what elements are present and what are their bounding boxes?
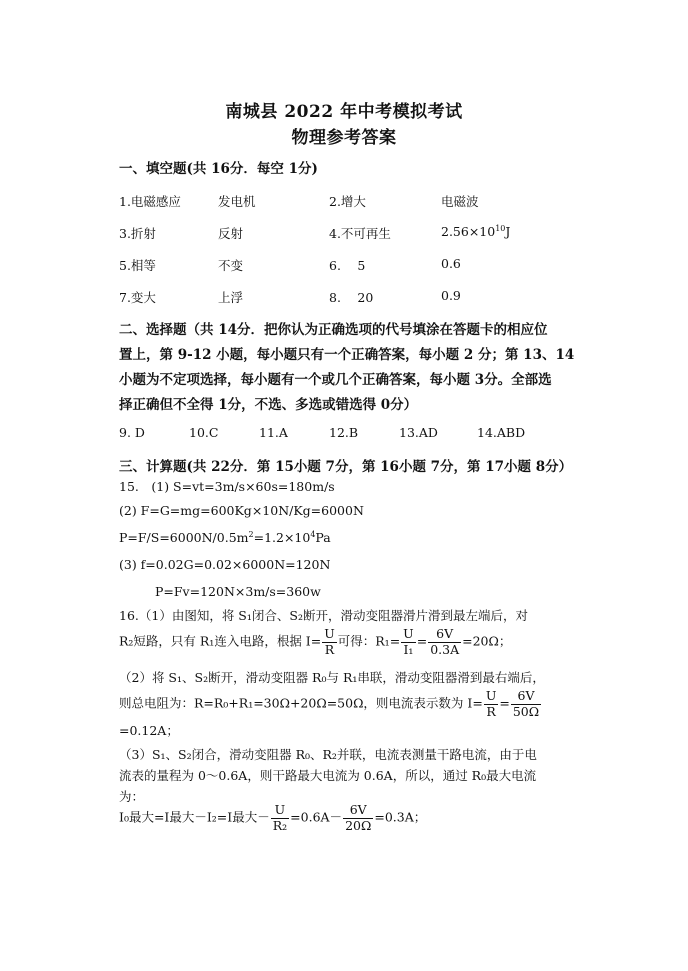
fraction-6v-over-50ohm: $\frac{6V}{50\Omega}$	[512, 688, 540, 719]
section3-heading: 三、计算题(共 22分．第 15小题 7分，第 16小题 7分，第 17小题 8分）	[119, 459, 573, 475]
q16-p3-line2: 流表的量程为 0～0.6A，则干路最大电流为 0.6A，所以，通过 R₀最大电流	[119, 768, 537, 783]
answer-14: 14.ABD	[477, 425, 526, 440]
s1-r4-c3: 8. 20	[329, 290, 374, 305]
answer-11: 11.A	[259, 425, 288, 440]
s1-r4-c2: 上浮	[218, 290, 244, 305]
q15-line3: $P=F/S=6000N/0.5m^2=1.2\times 10^4Pa$	[119, 529, 331, 545]
s1-r3-c1: 5.相等	[119, 258, 156, 273]
s1-r3-c2: 不变	[218, 258, 244, 273]
fraction-u-over-r2: $\frac{U}{\text{R₂}}$	[272, 802, 288, 833]
fraction-u-over-r: $\frac{U}{R}$	[324, 626, 335, 657]
q15-line5: P=Fv=120N×3m/s=360w	[155, 584, 321, 599]
section1-heading: 一、填空题(共 16分．每空 1分)	[119, 161, 318, 177]
fraction-6v-over-20ohm: $\frac{6V}{20\Omega}$	[345, 802, 372, 833]
answer-9: 9. D	[119, 425, 145, 440]
s1-r2-c1: 3.折射	[119, 226, 156, 241]
q16-p2-line3: =0.12A；	[119, 723, 179, 738]
q15-line2: (2) F=G=mg=600Kg×10N/Kg=6000N	[119, 503, 364, 518]
q16-p1-line1: 16.（1）由图知，将 S₁闭合、S₂断开，滑动变阻器滑片滑到最左端后，对	[119, 608, 528, 623]
s1-r2-c4: $2.56\times 10^{10}J$	[441, 223, 511, 239]
section2-heading-line3: 小题为不定项选择，每小题有一个或几个正确答案，每小题 3分。全部选	[119, 372, 552, 388]
s1-r4-c4: 0.9	[441, 288, 461, 303]
s1-r1-c1: 1.电磁感应	[119, 194, 181, 209]
section2-heading-line4: 择正确但不全得 1分，不选、多选或错选得 0分）	[119, 397, 418, 413]
q16-p3-line1: （3）S₁、S₂闭合，滑动变阻器 R₀、R₂并联，电流表测量干路电流，由于电	[119, 747, 537, 762]
answer-10: 10.C	[189, 425, 219, 440]
q16-p3-line4: I₀最大=I最大－I₂=I最大－ $\frac{U}{\text{R₂}}$ =0.6A－ $\frac{6V}{20\Omega}$ =0.3A；	[119, 802, 427, 833]
s1-r4-c1: 7.变大	[119, 290, 156, 305]
q16-p1-line2: R₂短路，只有 R₁连入电路，根据 I= $\frac{U}{R}$ 可得：R₁= $\frac{U}{\text{I₁}}$ = $\frac{6V}{0.3A}$ =20Ω；	[119, 626, 512, 657]
fraction-u-over-i1: $\frac{U}{\text{I₁}}$	[403, 626, 414, 657]
section2-heading-line1: 二、选择题（共 14分．把你认为正确选项的代号填涂在答题卡的相应位	[119, 322, 548, 338]
q15-line1: 15. (1) S=vt=3m/s×60s=180m/s	[119, 479, 335, 494]
title-line-2: 物理参考答案	[291, 128, 397, 148]
s1-r1-c4: 电磁波	[441, 194, 479, 209]
q16-p3-line3: 为：	[119, 789, 145, 804]
s1-r2-c2: 反射	[218, 226, 244, 241]
s1-r1-c3: 2.增大	[329, 194, 366, 209]
fraction-6v-over-03a: $\frac{6V}{0.3A}$	[430, 626, 460, 657]
s1-r3-c3: 6. 5	[329, 258, 366, 273]
q16-p2-line2: 则总电阻为：R=R₀+R₁=30Ω+20Ω=50Ω，则电流表示数为 I= $\frac{U}{R}$ = $\frac{6V}{50\Omega}$	[119, 688, 540, 719]
answer-13: 13.AD	[399, 425, 438, 440]
answer-12: 12.B	[329, 425, 359, 440]
section2-heading-line2: 置上，第 9-12 小题，每小题只有一个正确答案，每小题 2 分；第 13、14	[119, 347, 575, 363]
title-line-1: 南城县 2022 年中考模拟考试	[225, 102, 463, 122]
s1-r1-c2: 发电机	[218, 194, 256, 209]
q15-line4: (3) f=0.02G=0.02×6000N=120N	[119, 557, 331, 572]
q16-p2-line1: （2）将 S₁、S₂断开，滑动变阻器 R₀与 R₁串联，滑动变阻器滑到最右端后，	[119, 670, 545, 685]
fraction-u-over-r-2: $\frac{U}{R}$	[485, 688, 497, 719]
s1-r3-c4: 0.6	[441, 256, 461, 271]
s1-r2-c3: 4.不可再生	[329, 226, 391, 241]
